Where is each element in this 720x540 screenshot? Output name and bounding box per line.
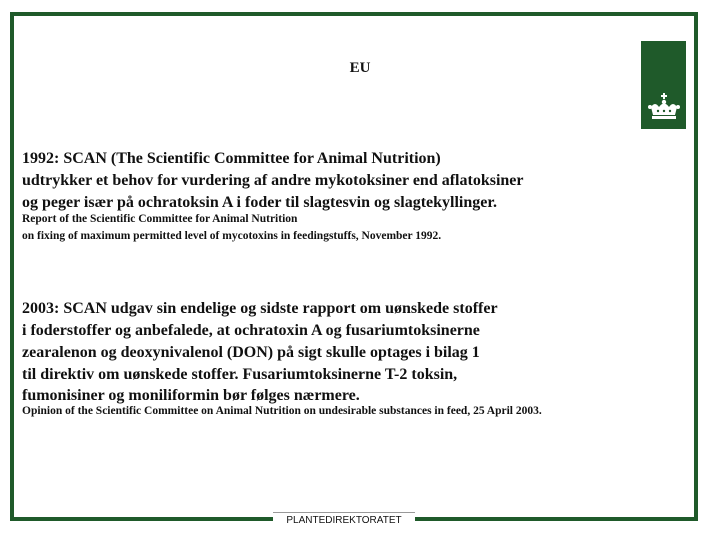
section-2003-line-5: fumonisiner og moniliformin bør følges nærmere. bbox=[22, 387, 360, 404]
section-1992-line-3: og peger især på ochratoksin A i foder til slagtesvin og slagtekyllinger. bbox=[22, 194, 497, 211]
slide-title: EU bbox=[349, 60, 371, 76]
slide-frame bbox=[10, 12, 698, 521]
section-1992-reference-1: Report of the Scientific Committee for Animal Nutrition bbox=[22, 213, 298, 225]
logo bbox=[641, 41, 686, 129]
section-2003-line-1: 2003: SCAN udgav sin endelige og sidste rapport om uønskede stoffer bbox=[22, 300, 498, 317]
section-1992-line-1: 1992: SCAN (The Scientific Committee for Animal Nutrition) bbox=[22, 150, 441, 167]
section-1992-line-2: udtrykker et behov for vurdering af andre mykotoksiner end aflatoksiner bbox=[22, 172, 524, 189]
section-2003-line-3: zearalenon og deoxynivalenol (DON) på sigt skulle optages i bilag 1 bbox=[22, 344, 480, 361]
section-2003-line-4: til direktiv om uønskede stoffer. Fusariumtoksinerne T-2 toksin, bbox=[22, 366, 458, 383]
footer-label: PLANTEDIREKTORATET bbox=[273, 512, 415, 531]
section-2003-line-2: i foderstoffer og anbefalede, at ochratoxin A og fusariumtoksinerne bbox=[22, 322, 480, 339]
section-1992-reference-2: on fixing of maximum permitted level of mycotoxins in feedingstuffs, November 1992. bbox=[22, 230, 442, 242]
section-2003-reference-1: Opinion of the Scientific Committee on Animal Nutrition on undesirable substances in feed, 25 April 2003. bbox=[22, 405, 542, 417]
royal-crown-icon bbox=[641, 41, 686, 129]
